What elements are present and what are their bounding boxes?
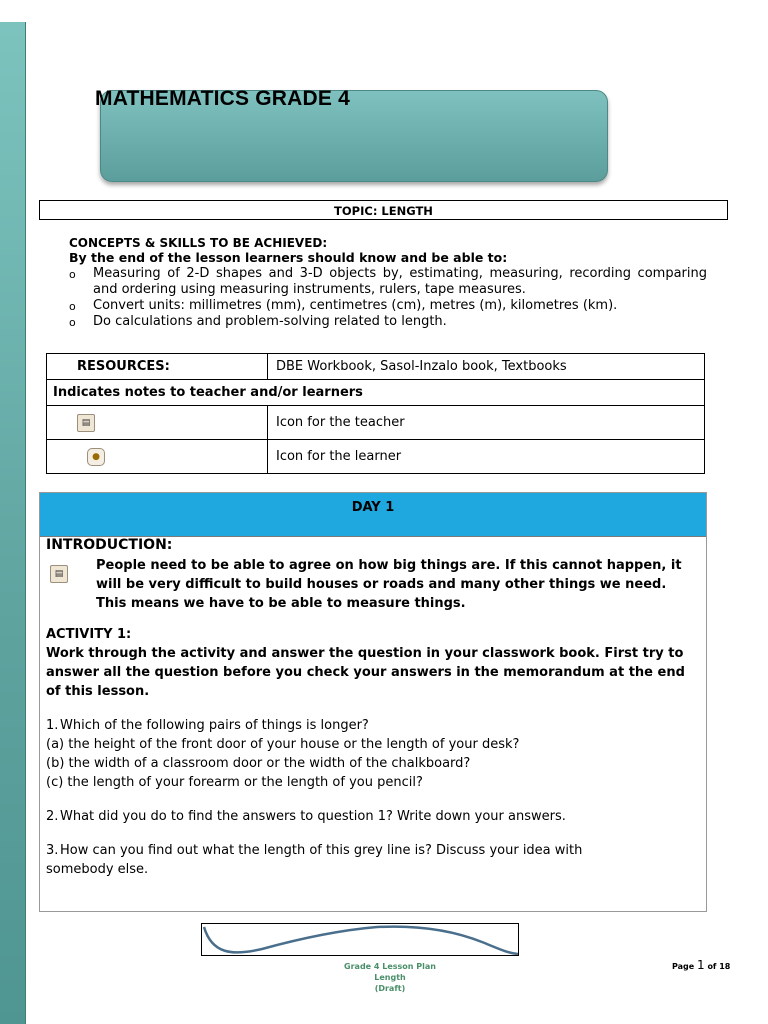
question-2: 2. What did you do to find the answers to question 1? Write down your answers. [46,809,566,824]
bullet-icon: o [69,300,76,313]
concepts-heading: CONCEPTS & SKILLS TO BE ACHIEVED: [69,236,328,250]
notes-label: Indicates notes to teacher and/or learners [47,380,705,406]
teacher-icon-cell [47,406,268,440]
learner-icon: ● [87,448,105,466]
intro-heading: INTRODUCTION: [46,537,173,553]
topic-box: TOPIC: LENGTH [39,200,728,220]
side-strip [0,22,26,1024]
concepts-subheading: By the end of the lesson learners should know and be able to: [69,250,508,265]
page-title: MATHEMATICS GRADE 4 [95,87,351,110]
day-panel [39,492,707,912]
list-item: o Do calculations and problem-solving related to length. [69,314,447,329]
activity-heading: ACTIVITY 1: [46,627,132,642]
bullet-icon: o [69,268,76,281]
teacher-icon: ▤ [50,565,68,583]
question-3: 3. How can you find out what the length of this grey line is? Discuss your idea with [46,843,583,858]
learner-icon-label: Icon for the learner [268,440,705,474]
teacher-icon: ▤ [77,414,95,432]
day-body [40,537,706,879]
footer-line-3: (Draft) [374,984,406,993]
footer-line-1: Grade 4 Lesson Plan [344,962,436,971]
question-1a: (a) the height of the front door of your house or the length of your desk? [46,737,520,752]
concepts-list [47,266,707,330]
grey-line-figure [201,923,519,956]
concepts-section [47,236,707,330]
grey-line [204,927,518,954]
bullet-icon: o [69,316,76,329]
learner-icon-cell [47,440,268,474]
resources-value: DBE Workbook, Sasol-Inzalo book, Textbooks [268,354,705,380]
question-1b: (b) the width of a classroom door or the width of the chalkboard? [46,756,471,771]
intro-text: People need to be able to agree on how big things are. If this cannot happen, it will be very difficult to build houses or roads and many other things we need. This means we have to be able to measure things. [96,558,682,611]
question-3-cont: somebody else. [46,862,149,877]
list-item: o Measuring of 2-D shapes and 3-D objects by, estimating, measuring, recording comparing and ordering using measuring instruments, rulers, tape measures. [69,266,707,297]
resources-table [46,353,705,474]
day-title: DAY 1 [40,493,706,537]
list-item: o Convert units: millimetres (mm), centimetres (cm), metres (m), kilometres (km). [69,298,618,313]
question-1c: (c) the length of your forearm or the length of you pencil? [46,775,423,790]
activity-text: Work through the activity and answer the question in your classwork book. First try to answer all the question before you check your answers in the memorandum at the end of this lesson. [46,646,685,699]
teacher-icon-label: Icon for the teacher [268,406,705,440]
page-number: Page 1 of 18 [672,958,731,972]
question-1: 1. Which of the following pairs of things is longer? [46,718,369,733]
footer-info [320,961,460,994]
footer-line-2: Length [374,973,406,982]
resources-label: RESOURCES: [47,354,268,380]
